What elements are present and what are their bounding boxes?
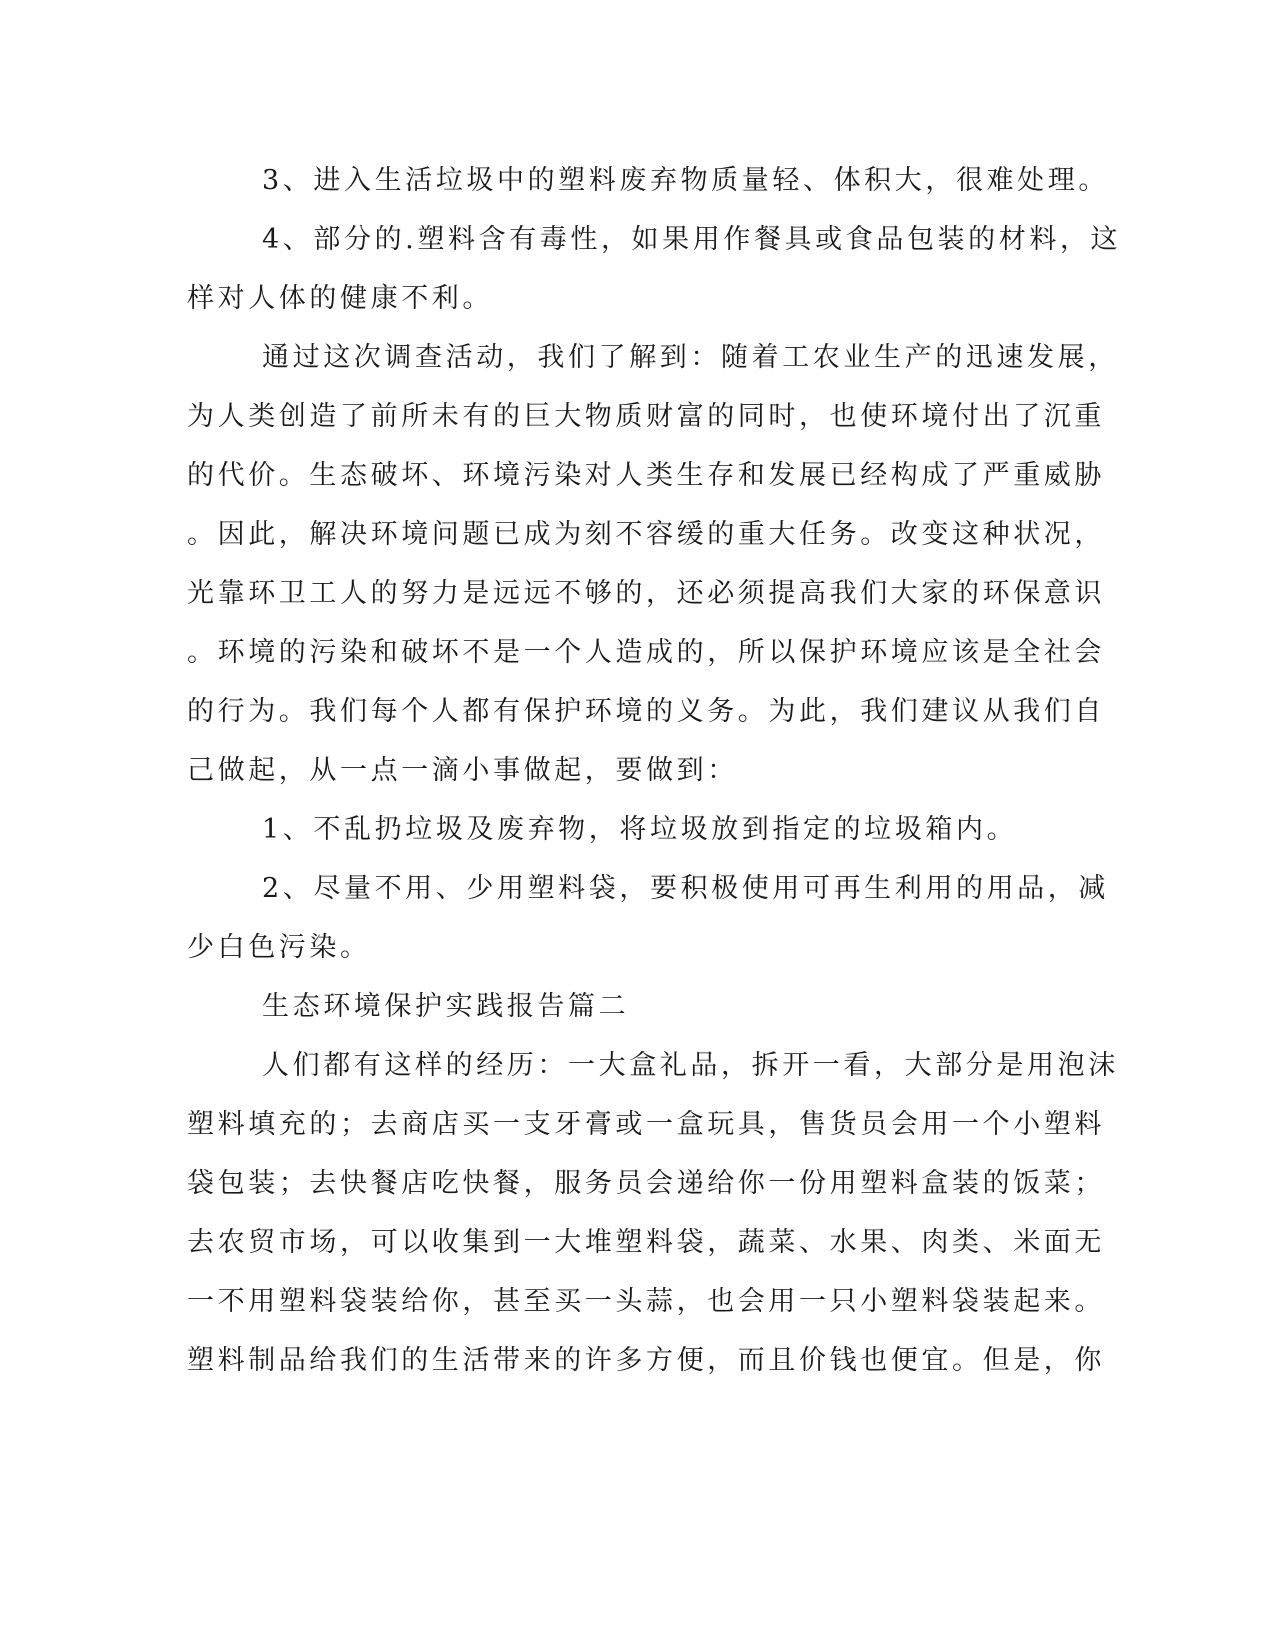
text-line: 。环境的污染和破坏不是一个人造成的，所以保护环境应该是全社会 [187,637,1105,668]
text-line: 塑料制品给我们的生活带来的许多方便，而且价钱也便宜。但是，你 [187,1345,1105,1376]
text-line: 4、部分的.塑料含有毒性，如果用作餐具或食品包装的材料，这 [262,224,1122,255]
text-line: 的行为。我们每个人都有保护环境的义务。为此，我们建议从我们自 [187,696,1105,727]
text-line: 塑料填充的；去商店买一支牙膏或一盒玩具，售货员会用一个小塑料 [187,1109,1105,1140]
text-line: 光靠环卫工人的努力是远远不够的，还必须提高我们大家的环保意识 [187,578,1105,609]
text-line: 。因此，解决环境问题已成为刻不容缓的重大任务。改变这种状况， [187,519,1105,550]
text-line: 一不用塑料袋装给你，甚至买一头蒜，也会用一只小塑料袋装起来。 [187,1286,1105,1317]
text-line: 样对人体的健康不利。 [187,283,493,314]
text-line: 3、进入生活垃圾中的塑料废弃物质量轻、体积大，很难处理。 [262,165,1109,196]
text-line: 少白色污染。 [187,932,371,963]
text-line: 的代价。生态破坏、环境污染对人类生存和发展已经构成了严重威胁 [187,460,1105,491]
text-line: 1、不乱扔垃圾及废弃物，将垃圾放到指定的垃圾箱内。 [262,814,1018,845]
text-line: 通过这次调查活动，我们了解到：随着工农业生产的迅速发展， [262,342,1119,373]
text-line: 为人类创造了前所未有的巨大物质财富的同时，也使环境付出了沉重 [187,401,1105,432]
text-line: 去农贸市场，可以收集到一大堆塑料袋，蔬菜、水果、肉类、米面无 [187,1227,1105,1258]
text-line: 人们都有这样的经历：一大盒礼品，拆开一看，大部分是用泡沫 [262,1050,1119,1081]
text-line: 袋包装；去快餐店吃快餐，服务员会递给你一份用塑料盒装的饭菜； [187,1168,1105,1199]
text-line: 己做起，从一点一滴小事做起，要做到： [187,755,738,786]
text-line: 2、尽量不用、少用塑料袋，要积极使用可再生利用的用品，减 [262,873,1109,904]
section-heading: 生态环境保护实践报告篇二 [262,991,630,1022]
